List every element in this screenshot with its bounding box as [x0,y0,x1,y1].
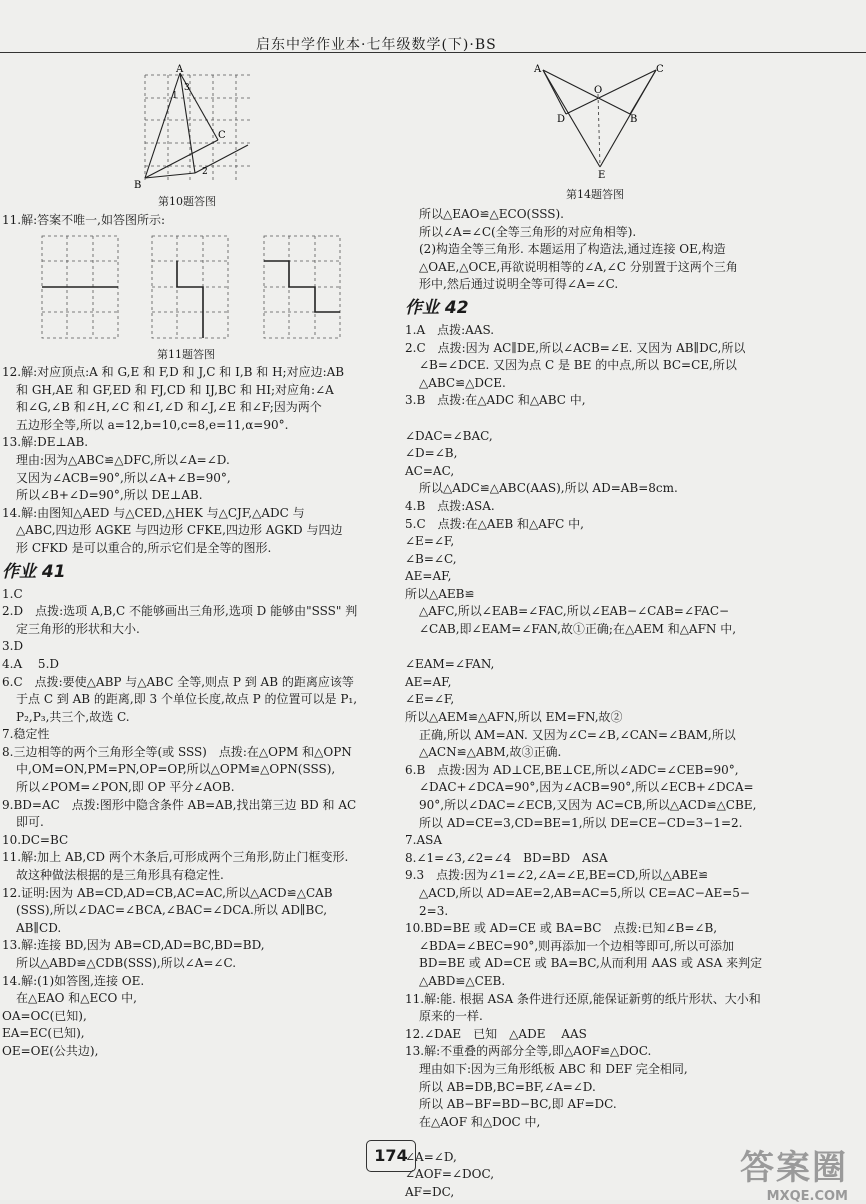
watermark-logo: 答案圈 [740,1148,848,1188]
fig14-label-o: O [594,85,603,96]
hw41-line: 2.D 点拨:选项 A,B,C 不能够画出三角形,选项 D 能够由"SSS" 判 [2,604,358,619]
r-top-line: 所以∠A=∠C(全等三角形的对应角相等). [419,224,637,239]
hw42-line: 2.C 点拨:因为 AC∥DE,所以∠ACB=∠E. 又因为 AB∥DC,所以 [405,340,746,355]
watermark [740,1140,848,1204]
q5-brace2-row [405,639,762,657]
brace-line: OE=OE(公共边), [2,1043,99,1058]
q13-line-2: 理由:因为△ABC≌△DFC,所以∠A=∠D. [16,452,230,467]
figure-14 [534,62,668,181]
brace-line: AE=AF, [405,674,452,689]
r-top-line: 所以△EAO≌△ECO(SSS). [419,207,564,221]
hw41-line: 9.BD=AC 点拨:图形中隐含条件 AB=AB,找出第三边 BD 和 AC [2,797,357,812]
hw42-line: ∠B=∠DCE. 又因为点 C 是 BE 的中点,所以 BC=CE,所以 [419,358,737,373]
page-number: 174 [366,1140,416,1172]
hw42-line: 所以 AD=CE=3,CD=BE=1,所以 DE=CE−CD=3−1=2. [419,815,743,830]
r-top-line: 形中,然后通过说明全等可得∠A=∠C. [419,277,619,292]
r-top-line: △OAE,△OCE,再欲说明相等的∠A,∠C 分别置于这两个三角 [419,259,738,274]
header-title: 启东中学作业本·七年级数学(下)·BS [256,37,497,53]
q13-brace-row [405,1131,762,1149]
hw42-line: 11.解:能. 根据 ASA 条件进行还原,能保证新剪的纸片形状、大小和 [405,991,761,1006]
hw41-line: 1.C [2,586,23,601]
hw41-line: (SSS),所以∠DAC=∠BCA,∠BAC=∠DCA.所以 AD∥BC, [16,903,328,918]
hw41-line: 10.DC=BC [2,832,69,847]
q12-line-3: 和∠G,∠B 和∠H,∠C 和∠I,∠D 和∠J,∠E 和∠F;因为两个 [16,400,322,415]
fig14-label-d: D [557,114,566,125]
fig14-label-e: E [598,170,606,181]
watermark-url: MXQE.COM [766,1189,848,1204]
left-column [2,364,357,1061]
section-heading-42: 作业 42 [405,297,469,318]
q14-line-1: 14.解:由图知△AED 与△CED,△HEK 与△CJF,△ADC 与 [2,505,305,520]
fig10-label-2: 2 [202,167,208,177]
q5-pre: 5.C 点拨:在△AEB 和△AFC 中, [405,516,584,531]
left-q11 [2,212,165,230]
hw41-line: 即可. [16,815,44,830]
q14-brace-pre: 在△EAO 和△ECO 中, [16,991,137,1006]
hw41-line: 定三角形的形状和大小. [16,621,140,636]
brace-line: ∠B=∠C, [405,551,457,566]
hw42-line: ∠DAC+∠DCA=90°,因为∠ACB=90°,所以∠ECB+∠DCA= [419,780,754,795]
fig14-label-a: A [534,64,542,75]
figure-11 [42,236,362,346]
hw42-line: 所以 AB−BF=BD−BC,即 AF=DC. [419,1097,617,1112]
q13-line-4: 所以∠B+∠D=90°,所以 DE⊥AB. [16,488,203,503]
brace-line: OA=OC(已知), [2,1008,87,1023]
hw41-line: 所以△ABD≌△CDB(SSS),所以∠A=∠C. [16,956,237,970]
fig14-label-c: C [656,64,664,75]
figure-10 [134,64,260,191]
q13-line-3: 又因为∠ACB=90°,所以∠A+∠B=90°, [16,470,231,485]
hw41-line: 12.证明:因为 AB=CD,AD=CB,AC=AC,所以△ACD≌△CAB [2,885,333,900]
fig10-label-1: 1 [172,91,178,101]
hw42-line: ∠BDA=∠BEC=90°,则再添加一个边相等即可,所以可添加 [419,938,734,953]
hw42-line: 1.A 点拨:AAS. [405,322,495,337]
hw42-line: △ABD≌△CEB. [419,973,506,988]
hw41-line: 4.A 5.D [2,656,60,671]
fig10-label-a: A [176,64,184,75]
q14-brace-row [2,990,357,1008]
r-top-line: (2)构造全等三角形. 本题运用了构造法,通过连接 OE,构造 [419,242,726,257]
hw41-line: 6.C 点拨:要使△ABP 与△ABC 全等,则点 P 到 AB 的距离应该等 [2,674,354,689]
q3-brace-row [405,410,762,428]
hw42-line: 10.BD=BE 或 AD=CE 或 BA=BC 点拨:已知∠B=∠B, [405,921,718,936]
brace-line: ∠E=∠F, [405,692,455,707]
hw42-line: △ACD,所以 AD=AE=2,AB=AC=5,所以 CE=AC−AE=5− [419,885,750,900]
hw42-line: 2=3. [419,903,449,918]
header-rule [0,52,866,53]
hw42-line: 7.ASA [405,833,443,848]
q14-line-2: △ABC,四边形 AGKE 与四边形 CFKE,四边形 AGKD 与四边 [16,523,343,538]
brace-line: ∠D=∠B, [405,446,458,461]
hw42-line: 9.3 点拨:因为∠1=∠2,∠A=∠E,BE=CD,所以△ABE≌ [405,868,709,883]
hw41-line: 13.解:连接 BD,因为 AB=CD,AD=BC,BD=BD, [2,938,265,953]
hw42-line: 所以 AB=DB,BC=BF,∠A=∠D. [419,1079,596,1094]
hw42-line: 理由如下:因为三角形纸板 ABC 和 DEF 完全相同, [419,1061,688,1076]
hw41-line: 3.D [2,639,24,654]
hw42-line: 90°,所以∠DAC=∠ECB,又因为 AC=CB,所以△ACD≌△CBE, [419,798,757,812]
brace-line: AC=AC, [405,463,455,478]
fig14-label-b: B [630,114,638,125]
q12-line-2: 和 GH,AE 和 GF,ED 和 FJ,CD 和 IJ,BC 和 HI;对应角:∠A [16,382,334,397]
q5-post: 所以△AEB≌ [405,586,475,601]
hw41-line: AB∥CD. [16,920,62,935]
hw41-line: 于点 C 到 AB 的距离,即 3 个单位长度,故点 P 的位置可以是 P₁, [16,692,358,707]
q14-line-3: 形 CFKD 是可以重合的,所示它们是全等的图形. [16,540,272,555]
hw42-line: 3.B 点拨:在△ADC 和△ABC 中, [405,393,586,408]
fig10-label-3: 3 [184,83,190,93]
brace-line: EA=EC(已知), [2,1026,85,1041]
hw41-line: 7.稳定性 [2,727,50,742]
brace-line: AE=AF, [405,569,452,584]
hw42-line: 6.B 点拨:因为 AD⊥CE,BE⊥CE,所以∠ADC=∠CEB=90°, [405,762,739,777]
q5-brace-row [405,516,762,534]
fig10-label-b: B [134,180,142,191]
page-header [0,0,866,52]
figure-14-caption: 第14题答图 [566,188,624,201]
hw42-line: 8.∠1=∠3,∠2=∠4 BD=BD ASA [405,850,608,865]
hw41-line: 14.解:(1)如答图,连接 OE. [2,973,145,988]
hw42-line: BD=BE 或 AD=CE 或 BA=BC,从而利用 AAS 或 ASA 来判定 [419,956,763,971]
fig10-label-c: C [218,130,226,141]
brace-line: AF=DC, [405,1185,455,1200]
hw42-line: 在△AOF 和△DOC 中, [419,1114,541,1129]
q5-mid: 所以△AEM≌△AFN,所以 EM=FN,故② [405,710,623,725]
right-column [405,206,762,1202]
hw41-line: 故这种做法根据的是三角形具有稳定性. [16,868,224,883]
hw42-line: 原来的一样. [419,1009,483,1024]
hw41-line: 所以∠POM=∠PON,即 OP 平分∠AOB. [16,780,235,795]
hw42-line: △ACN≌△ABM,故③正确. [419,745,562,760]
brace-line: ∠E=∠F, [405,534,455,549]
brace-line: ∠A=∠D, [405,1149,457,1164]
brace-line: ∠AOF=∠DOC, [405,1167,495,1182]
figure-11-caption: 第11题答图 [157,348,215,361]
hw42-line: △ABC≌△DCE. [419,375,506,390]
hw42-line: 4.B 点拨:ASA. [405,498,495,513]
hw41-line: 8.三边相等的两个三角形全等(或 SSS) 点拨:在△OPM 和△OPN [2,744,352,759]
hw42-line: 正确,所以 AM=AN. 又因为∠C=∠B,∠CAN=∠BAM,所以 [419,727,736,742]
q13-line-1: 13.解:DE⊥AB. [2,435,89,450]
section-heading-41: 作业 41 [2,561,66,582]
hw42-line: 13.解:不重叠的两部分全等,即△AOF≌△DOC. [405,1044,652,1059]
q12-line-1: 12.解:对应顶点:A 和 G,E 和 F,D 和 J,C 和 I,B 和 H;对应边:AB [2,365,345,379]
brace-line: ∠DAC=∠BAC, [405,428,493,443]
hw41-line: P₂,P₃,共三个,故选 C. [16,709,130,724]
q12-line-4: 五边形全等,所以 a=12,b=10,c=8,e=11,α=90°. [16,417,289,432]
q11-text: 11.解:答案不唯一,如答图所示: [2,213,165,227]
figure-10-caption: 第10题答图 [158,195,216,208]
hw42-line: △AFC,所以∠EAB=∠FAC,所以∠EAB−∠CAB=∠FAC− [419,604,730,619]
brace-line: ∠EAM=∠FAN, [405,657,495,672]
hw42-line: 所以△ADC≌△ABC(AAS),所以 AD=AB=8cm. [419,481,678,496]
hw42-line: 12.∠DAE 已知 △ADE AAS [405,1026,587,1041]
hw42-line: ∠CAB,即∠EAM=∠FAN,故①正确;在△AEM 和△AFN 中, [419,622,737,637]
hw41-line: 中,OM=ON,PM=PN,OP=OP,所以△OPM≌△OPN(SSS), [16,762,336,777]
hw41-line: 11.解:加上 AB,CD 两个木条后,可形成两个三角形,防止门框变形. [2,850,349,865]
